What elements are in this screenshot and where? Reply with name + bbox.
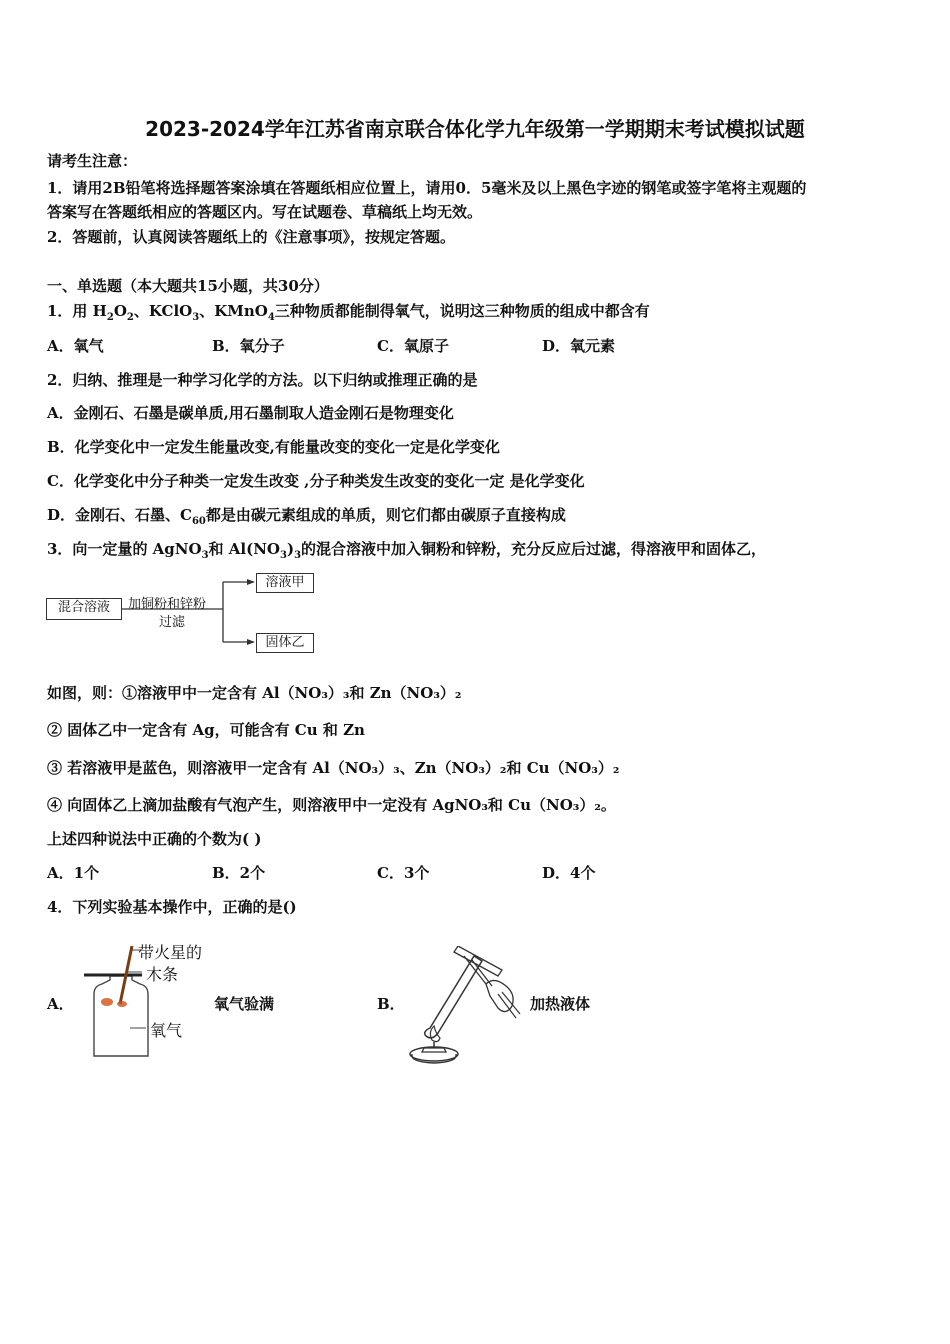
- question-3-option-b[interactable]: B．2个: [212, 864, 266, 882]
- question-1-option-c[interactable]: C．氧原子: [377, 337, 449, 355]
- splint-label-line-2: 木条: [146, 965, 179, 984]
- question-2-stem: 2．归纳、推理是一种学习化学的方法。以下归纳或推理正确的是: [47, 371, 478, 389]
- question-1-option-a[interactable]: A．氧气: [47, 337, 104, 355]
- flow-start-box: 混合溶液: [46, 598, 122, 620]
- splint-label-line-1: 带火星的: [138, 943, 203, 962]
- question-3-option-d[interactable]: D．4个: [542, 864, 596, 882]
- question-2-option-a[interactable]: A．金刚石、石墨是碳单质,用石墨制取人造金刚石是物理变化: [47, 404, 454, 422]
- test-tube-illustration: [402, 946, 527, 1064]
- question-2-option-c[interactable]: C．化学变化中分子种类一定发生改变 ,分子种类发生改变的变化一定 是化学变化: [47, 472, 585, 490]
- question-3-statement-3: ③ 若溶液甲是蓝色，则溶液甲一定含有 Al（NO₃）₃、Zn（NO₃）₂和 Cu（NO₃）₂: [47, 759, 620, 777]
- oxygen-test-figure: [80, 938, 220, 1063]
- question-3-option-a[interactable]: A．1个: [47, 864, 100, 882]
- flow-output-solution-box: 溶液甲: [256, 573, 314, 593]
- question-3-statement-1: 如图，则：①溶液甲中一定含有 Al（NO₃）₃和 Zn（NO₃）₂: [47, 684, 462, 702]
- flow-process-bottom-label: 过滤: [159, 615, 186, 630]
- flow-output-solid-box: 固体乙: [256, 633, 314, 653]
- question-4-option-a-label[interactable]: A．: [47, 995, 74, 1013]
- question-4-option-b-label[interactable]: B．: [377, 995, 405, 1013]
- question-3-statement-4: ④ 向固体乙上滴加盐酸有气泡产生，则溶液甲中一定没有 AgNO₃和 Cu（NO₃）₂。: [47, 796, 616, 814]
- page-title: 2023-2024学年江苏省南京联合体化学九年级第一学期期末考试模拟试题: [145, 117, 805, 141]
- flow-process-top-label: 加铜粉和锌粉: [128, 597, 207, 612]
- flow-diagram: [45, 572, 325, 656]
- question-2-option-b[interactable]: B．化学变化中一定发生能量改变,有能量改变的变化一定是化学变化: [47, 438, 500, 456]
- question-4-option-a-caption: 氧气验满: [214, 995, 275, 1013]
- question-1-option-d[interactable]: D．氧元素: [542, 337, 616, 355]
- question-4-option-b-caption: 加热液体: [530, 995, 591, 1013]
- question-3-question: 上述四种说法中正确的个数为( ): [47, 830, 262, 848]
- heating-liquid-figure: [402, 946, 527, 1064]
- notice-item-1-line-1: 1．请用2B铅笔将选择题答案涂填在答题纸相应位置上，请用0．5毫米及以上黑色字迹的钢笔或签字笔将主观题的: [47, 179, 807, 197]
- notice-item-2: 2．答题前，认真阅读答题纸上的《注意事项》，按规定答题。: [47, 228, 455, 246]
- question-1-stem: 1．用 $H_2O_2$、KClO$_3$、KMnO$_4$三种物质都能制得氧气，说明这三种物质的组成中都含有: [47, 302, 650, 323]
- notice-heading: 请考生注意：: [47, 152, 138, 170]
- question-3-stem: 3．向一定量的 AgNO$_3$和 $Al(NO_3)_3$的混合溶液中加入铜粉和锌粉，充分反应后过滤，得溶液甲和固体乙，: [47, 540, 767, 561]
- question-3-statement-2: ② 固体乙中一定含有 Ag，可能含有 Cu 和 Zn: [47, 721, 365, 739]
- question-1-option-b[interactable]: B．氧分子: [212, 337, 285, 355]
- question-4-stem: 4．下列实验基本操作中，正确的是(): [47, 898, 297, 916]
- section-heading: 一、单选题（本大题共15小题，共30分）: [47, 277, 329, 295]
- question-3-option-c[interactable]: C．3个: [377, 864, 430, 882]
- oxygen-label: 氧气: [150, 1021, 183, 1040]
- notice-item-1-line-2: 答案写在答题纸相应的答题区内。写在试题卷、草稿纸上均无效。: [47, 203, 483, 221]
- question-2-option-d[interactable]: D．金刚石、石墨、$C_{60}$都是由碳元素组成的单质，则它们都由碳原子直接构成: [47, 506, 566, 527]
